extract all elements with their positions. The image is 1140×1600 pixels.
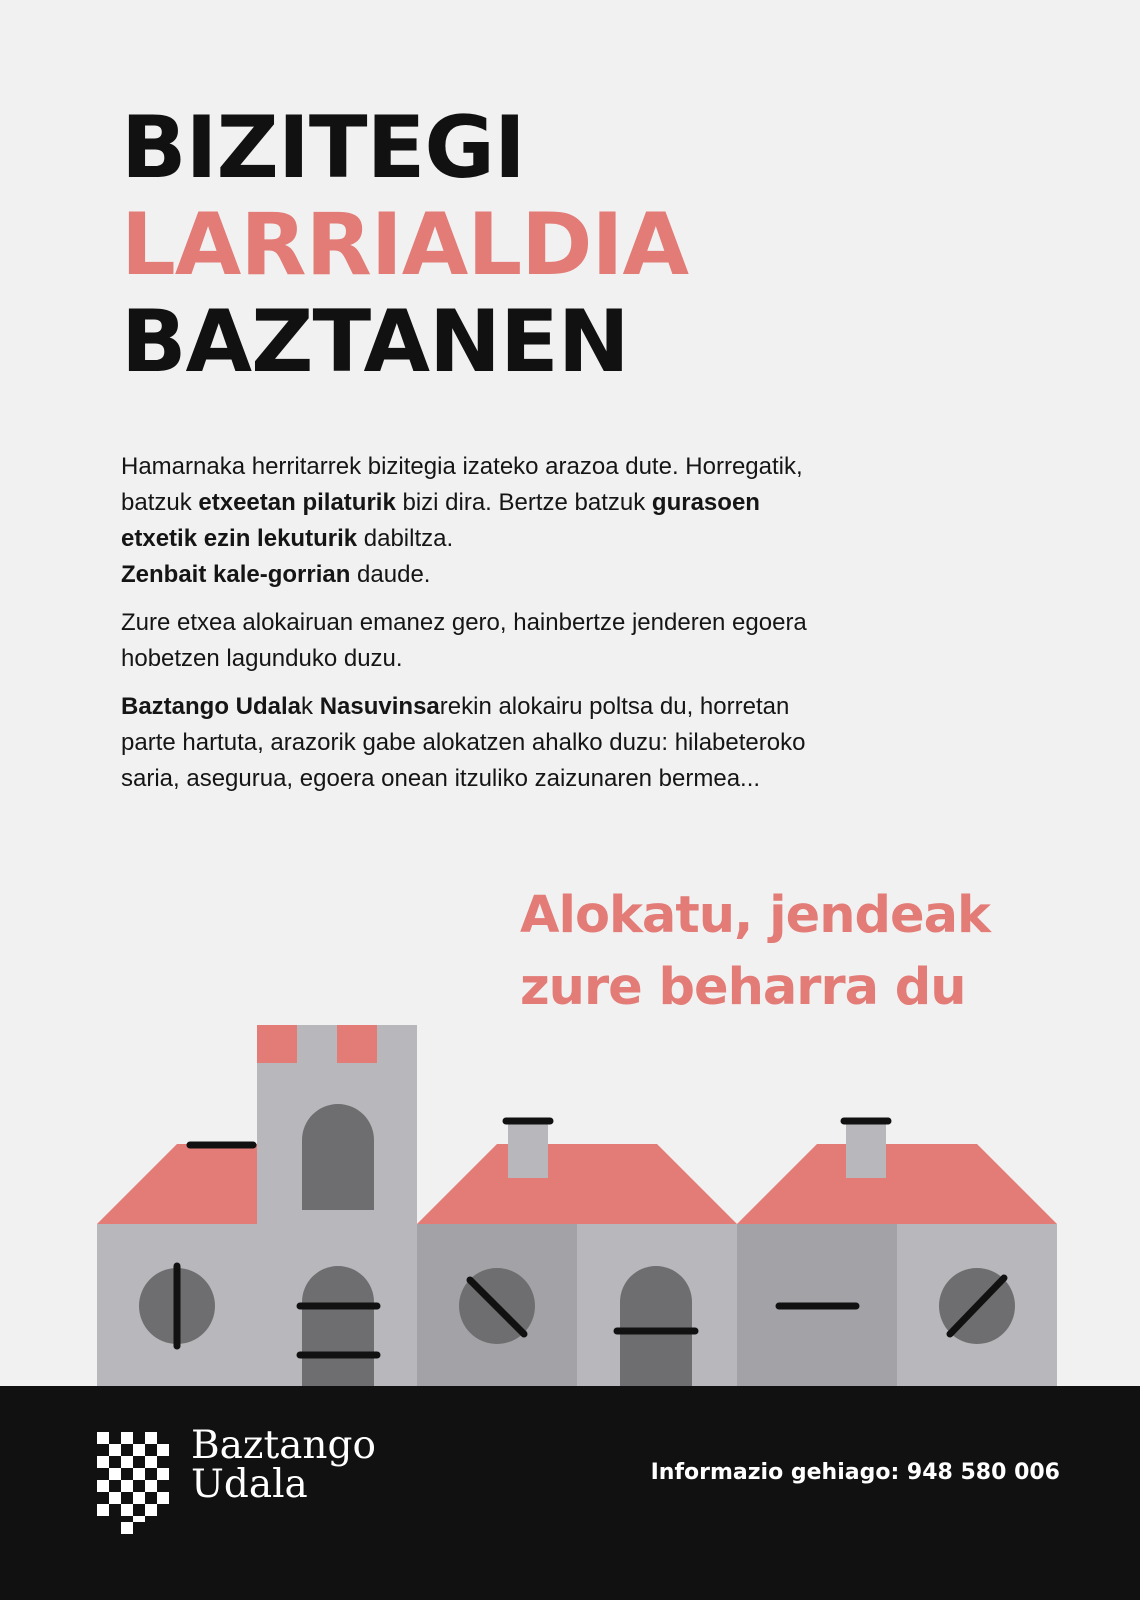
p3-bold-2: Nasuvinsa — [319, 693, 440, 720]
logo-line-1: Baztango — [191, 1423, 376, 1468]
title-line-1: BIZITEGI — [121, 98, 525, 198]
footer — [0, 1386, 1140, 1600]
poster-title — [121, 100, 688, 391]
paragraph-3 — [121, 689, 821, 797]
slogan-line-1: Alokatu, jendeak — [520, 886, 990, 945]
left-house — [97, 1144, 257, 1390]
arched-window — [302, 1104, 374, 1210]
p1-text-2: bizi dira. Bertze batzuk — [395, 489, 652, 516]
paragraph-2: Zure etxea alokairuan emanez gero, hainbertze jenderen egoera hobetzen lagunduko duzu. — [121, 609, 807, 672]
p1-text-1: Hamarnaka herritarrek bizitegia izateko arazoa dute. Horregatik, batzuk — [121, 453, 803, 516]
arched-door — [302, 1266, 374, 1390]
paragraph-1 — [121, 449, 821, 593]
houses-illustration — [0, 1000, 1140, 1390]
checkered-logo-icon — [97, 1432, 169, 1534]
title-line-3: BAZTANEN — [121, 292, 629, 392]
logo-line-2: Udala — [191, 1462, 308, 1507]
slogan-line-2: zure beharra du — [520, 958, 966, 1017]
logo-wordmark — [191, 1423, 376, 1507]
tower — [257, 1025, 417, 1390]
contact-info: Informazio gehiago: 948 580 006 — [650, 1460, 1060, 1485]
body-text — [121, 449, 821, 809]
p3-text-1: k — [301, 693, 320, 720]
p1-bold-3: Zenbait kale-gorrian — [121, 561, 351, 588]
p1-bold-1: etxeetan pilaturik — [198, 489, 396, 516]
p1-text-3: dabiltza. — [357, 525, 454, 552]
p1-bold-2: gurasoen etxetik ezin lekuturik — [121, 489, 760, 552]
p1-text-4: daude. — [350, 561, 431, 588]
title-line-2: LARRIALDIA — [121, 195, 689, 295]
chimney — [846, 1122, 886, 1178]
p3-bold-1: Baztango Udala — [121, 693, 302, 720]
p3-text-2: rekin alokairu poltsa du, horretan parte hartuta, arazorik gabe alokatzen ahalko duzu: hilabeteroko saria, asegurua, egoera onean itzuliko zaizunaren bermea... — [121, 693, 806, 792]
right-house — [737, 1121, 1057, 1390]
middle-house — [417, 1121, 737, 1390]
chimney — [508, 1122, 548, 1178]
